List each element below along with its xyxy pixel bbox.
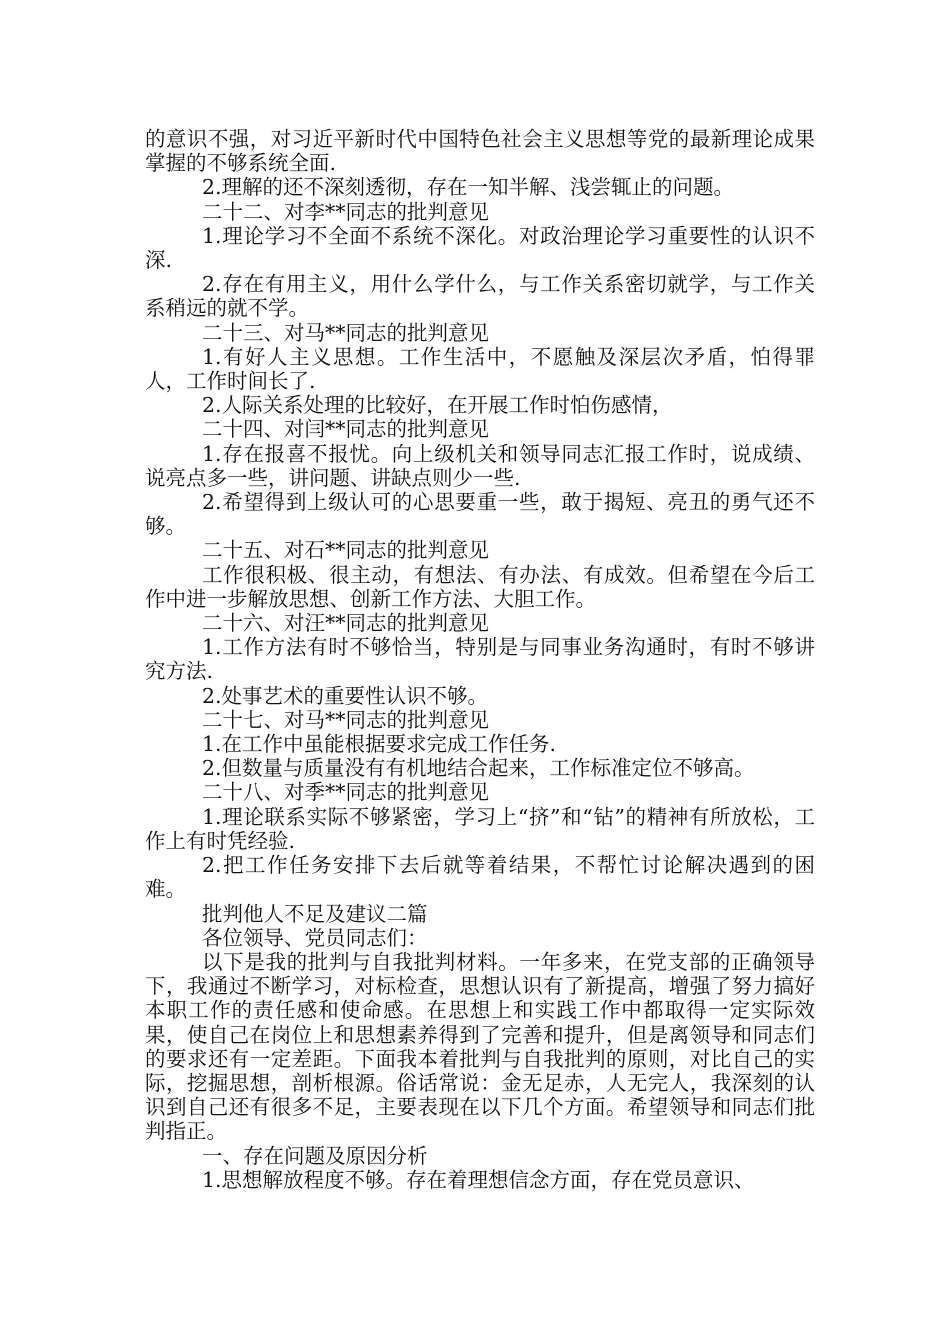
paragraph-13: 工作很积极、很主动，有想法、有办法、有成效。但希望在今后工作中进一步解放思想、创新工作方法、大胆工作。 <box>145 562 815 611</box>
document-body <box>145 127 815 1192</box>
salutation: 各位领导、党员同志们： <box>202 925 428 950</box>
section-heading-1: 一、存在问题及原因分析 <box>202 1143 428 1168</box>
paragraph-8: 2.人际关系处理的比较好，在开展工作时怕伤感情， <box>202 393 673 418</box>
paragraph-25: 以下是我的批判与自我批判材料。一年多来，在党支部的正确领导下，我通过不断学习，对标检查，思想认识有了新提高，增强了努力搞好本职工作的责任感和使命感。在思想上和实践工作中都取得一定实际效果，使自己在岗位上和思想素养得到了完善和提升，但是离领导和同志们的要求还有一定差距。下面我本着批判与自我批判的原则，对比自己的实际，挖掘思想，剖析根源。俗话常说：金无足赤，人无完人，我深刻的认识到自己还有很多不足，主要表现在以下几个方面。希望领导和同志们批判指正。 <box>145 949 815 1144</box>
section-heading-25: 二十五、对石**同志的批判意见 <box>202 538 489 563</box>
section-heading-23: 二十三、对马**同志的批判意见 <box>202 320 489 345</box>
section-heading-22: 二十二、对李**同志的批判意见 <box>202 199 489 224</box>
section-heading-28: 二十八、对季**同志的批判意见 <box>202 780 489 805</box>
paragraph-16: 2.处事艺术的重要性认识不够。 <box>202 683 489 708</box>
section-heading-24: 二十四、对闫**同志的批判意见 <box>202 417 489 442</box>
paragraph-1: 的意识不强，对习近平新时代中国特色社会主义思想等党的最新理论成果掌握的不够系统全面. <box>145 127 815 176</box>
paragraph-4: 1.理论学习不全面不系统不深化。对政治理论学习重要性的认识不深. <box>145 223 815 273</box>
paragraph-5: 2.存在有用主义，用什么学什么，与工作关系密切就学，与工作关系稍远的就不学。 <box>145 272 815 321</box>
paragraph-22: 2.把工作任务安排下去后就等着结果，不帮忙讨论解决遇到的困难。 <box>145 853 815 902</box>
paragraph-10: 1.存在报喜不报忧。向上级机关和领导同志汇报工作时，说成绩、说亮点多一些，讲问题、讲缺点则少一些. <box>145 441 815 490</box>
paragraph-18: 1.在工作中虽能根据要求完成工作任务. <box>202 732 557 757</box>
paragraph-15: 1.工作方法有时不够恰当，特别是与同事业务沟通时，有时不够讲究方法. <box>145 635 815 684</box>
section-heading-27: 二十七、对马**同志的批判意见 <box>202 707 489 732</box>
section-heading-26: 二十六、对汪**同志的批判意见 <box>202 611 489 636</box>
paragraph-21: 1.理论联系实际不够紧密，学习上“挤”和“钻”的精神有所放松，工作上有时凭经验. <box>145 804 815 853</box>
document-title: 批判他人不足及建议二篇 <box>202 901 428 926</box>
paragraph-19: 2.但数量与质量没有有机地结合起来，工作标准定位不够高。 <box>202 756 755 781</box>
paragraph-7: 1.有好人主义思想。工作生活中，不愿触及深层次矛盾，怕得罪人，工作时间长了. <box>145 344 815 394</box>
paragraph-27: 1.思想解放程度不够。存在着理想信念方面，存在党员意识、 <box>202 1167 755 1192</box>
paragraph-2: 2.理解的还不深刻透彻，存在一知半解、浅尝辄止的问题。 <box>202 175 735 200</box>
paragraph-11: 2.希望得到上级认可的心思要重一些，敢于揭短、亮丑的勇气还不够。 <box>145 490 815 539</box>
